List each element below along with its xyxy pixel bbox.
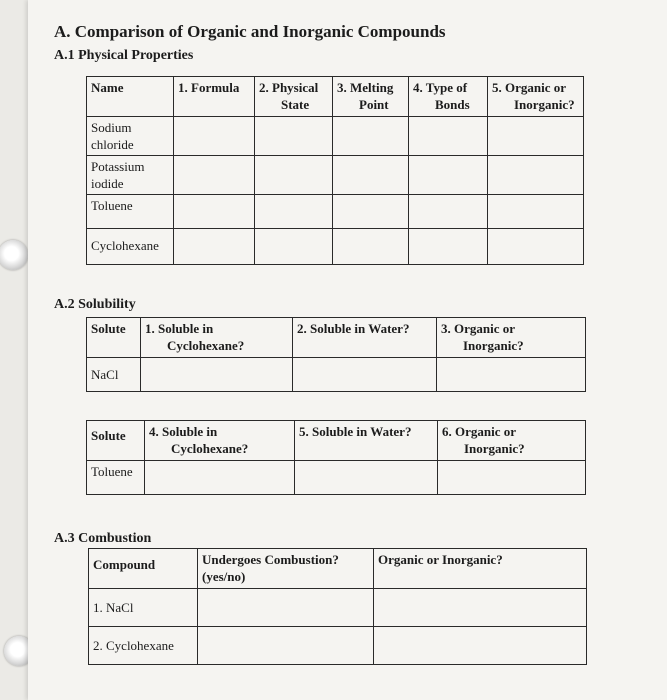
table-row: [87, 358, 586, 392]
header-organic-inorganic: Organic or Inorganic?: [374, 549, 587, 589]
combustion-table: [88, 548, 587, 665]
table-row: [87, 229, 584, 265]
row-name-nacl: 1. NaCl: [89, 589, 198, 627]
header-formula: 1. Formula: [174, 77, 255, 117]
solubility-table-toluene: [86, 420, 586, 495]
header-name: Name: [87, 77, 174, 117]
page-title: A. Comparison of Organic and Inorganic Compounds: [54, 22, 446, 41]
header-melting-point: 3. Melting Point: [333, 77, 409, 117]
table-row: [89, 589, 587, 627]
header-organic-inorganic: 5. Organic or Inorganic?: [488, 77, 584, 117]
header-bond-type: 4. Type of Bonds: [409, 77, 488, 117]
header-solute: Solute: [87, 421, 145, 461]
header-organic-inorganic: 6. Organic or Inorganic?: [438, 421, 586, 461]
header-undergoes-combustion: Undergoes Combustion? (yes/no): [198, 549, 374, 589]
row-name-cyclohexane: Cyclohexane: [87, 229, 174, 265]
binder-hole-top: [0, 240, 28, 270]
row-name-nacl: NaCl: [87, 358, 141, 392]
header-compound: Compound: [89, 549, 198, 589]
section-combustion-heading: A.3 Combustion: [54, 531, 152, 546]
row-name-potassium-iodide: Potassium iodide: [87, 156, 174, 195]
solubility-table-nacl: [86, 317, 586, 392]
header-soluble-water: 2. Soluble in Water?: [293, 318, 437, 358]
section-physical-heading: A.1 Physical Properties: [54, 48, 194, 63]
physical-properties-table: [86, 76, 584, 265]
row-name-sodium-chloride: Sodium chloride: [87, 117, 174, 156]
table-row: [87, 117, 584, 156]
row-name-toluene: Toluene: [87, 461, 145, 495]
table-row: [87, 156, 584, 195]
header-soluble-cyclohexane: 1. Soluble in Cyclohexane?: [141, 318, 293, 358]
header-organic-inorganic: 3. Organic or Inorganic?: [437, 318, 586, 358]
table-row: [89, 627, 587, 665]
row-name-toluene: Toluene: [87, 195, 174, 229]
header-soluble-cyclohexane: 4. Soluble in Cyclohexane?: [145, 421, 295, 461]
row-name-cyclohexane: 2. Cyclohexane: [89, 627, 198, 665]
header-physical-state: 2. Physical State: [255, 77, 333, 117]
table-row: [87, 461, 586, 495]
header-solute: Solute: [87, 318, 141, 358]
table-row: [87, 195, 584, 229]
section-solubility-heading: A.2 Solubility: [54, 297, 136, 312]
header-soluble-water: 5. Soluble in Water?: [295, 421, 438, 461]
